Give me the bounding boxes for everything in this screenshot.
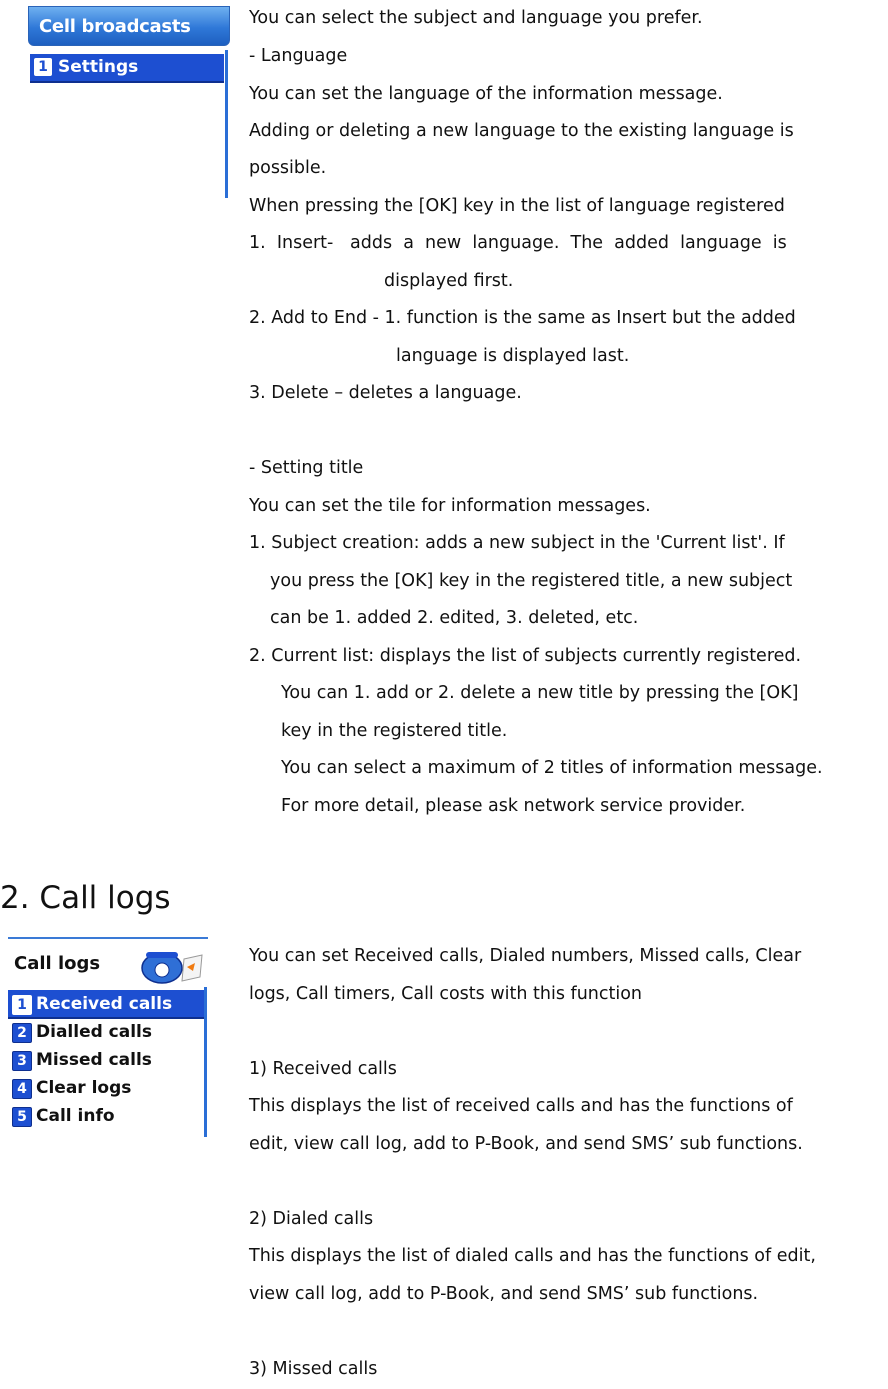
cell-broadcasts-title-bar [28,6,230,46]
section-heading: 2. Call logs [0,880,171,916]
current-list-3: key in the registered title. [281,721,508,741]
cb-intro: You can select the subject and language you prefer. [249,8,703,28]
missed-calls-heading: 3) Missed calls [249,1359,378,1379]
dialed-calls-text-1: This displays the list of dialed calls and has the functions of edit, [249,1246,816,1266]
language-heading: - Language [249,46,348,66]
menu-number-1: 1 [34,58,52,76]
received-calls-heading: 1) Received calls [249,1059,397,1079]
call-logs-intro-2: logs, Call timers, Call costs with this function [249,984,643,1004]
received-calls-text-2: edit, view call log, add to P-Book, and send SMS’ sub functions. [249,1134,803,1154]
menu-number-1: 1 [12,995,32,1015]
call-logs-screenshot [8,937,210,1139]
language-paragraph-3: When pressing the [OK] key in the list of language registered [249,196,785,216]
current-list-2: You can 1. add or 2. delete a new title by pressing the [OK] [281,683,799,703]
menu-item-label: Call info [36,1106,115,1126]
menu-item-label: Clear logs [36,1078,132,1098]
menu-number-4: 4 [12,1079,32,1099]
menu-item-label: Received calls [36,994,173,1014]
option-insert: 1. Insert- adds a new language. The added language is [249,233,787,253]
cell-broadcasts-title: Cell broadcasts [39,16,191,37]
subject-creation-3: can be 1. added 2. edited, 3. deleted, etc. [270,608,639,628]
setting-title-paragraph: You can set the tile for information messages. [249,496,651,516]
menu-number-3: 3 [12,1051,32,1071]
setting-title-heading: - Setting title [249,458,364,478]
call-logs-intro-1: You can set Received calls, Dialed numbers, Missed calls, Clear [249,946,802,966]
option-add-to-end: 2. Add to End - 1. function is the same as Insert but the added [249,308,796,328]
menu-item-label: Missed calls [36,1050,152,1070]
phone-icon [132,947,208,985]
divider [8,937,208,939]
cell-broadcasts-screenshot [28,0,230,200]
dialed-calls-heading: 2) Dialed calls [249,1209,374,1229]
language-paragraph-2a: Adding or deleting a new language to the existing language is [249,121,794,141]
menu-item-settings[interactable] [30,54,224,83]
menu-item-label: Settings [58,57,139,77]
language-paragraph-2b: possible. [249,158,327,178]
option-delete: 3. Delete – deletes a language. [249,383,522,403]
scrollbar [225,50,228,198]
option-add-to-end-cont: language is displayed last. [396,346,630,366]
language-paragraph-1: You can set the language of the information message. [249,84,723,104]
option-insert-cont: displayed first. [384,271,514,291]
menu-number-2: 2 [12,1023,32,1043]
subject-creation-1: 1. Subject creation: adds a new subject in the 'Current list'. If [249,533,785,553]
current-list-1: 2. Current list: displays the list of subjects currently registered. [249,646,802,666]
current-list-5: For more detail, please ask network service provider. [281,796,746,816]
menu-item-label: Dialled calls [36,1022,153,1042]
scrollbar [204,987,207,1137]
menu-number-5: 5 [12,1107,32,1127]
call-logs-title: Call logs [14,953,101,974]
current-list-4: You can select a maximum of 2 titles of information message. [281,758,823,778]
dialed-calls-text-2: view call log, add to P-Book, and send SMS’ sub functions. [249,1284,759,1304]
subject-creation-2: you press the [OK] key in the registered title, a new subject [270,571,793,591]
received-calls-text-1: This displays the list of received calls and has the functions of [249,1096,793,1116]
